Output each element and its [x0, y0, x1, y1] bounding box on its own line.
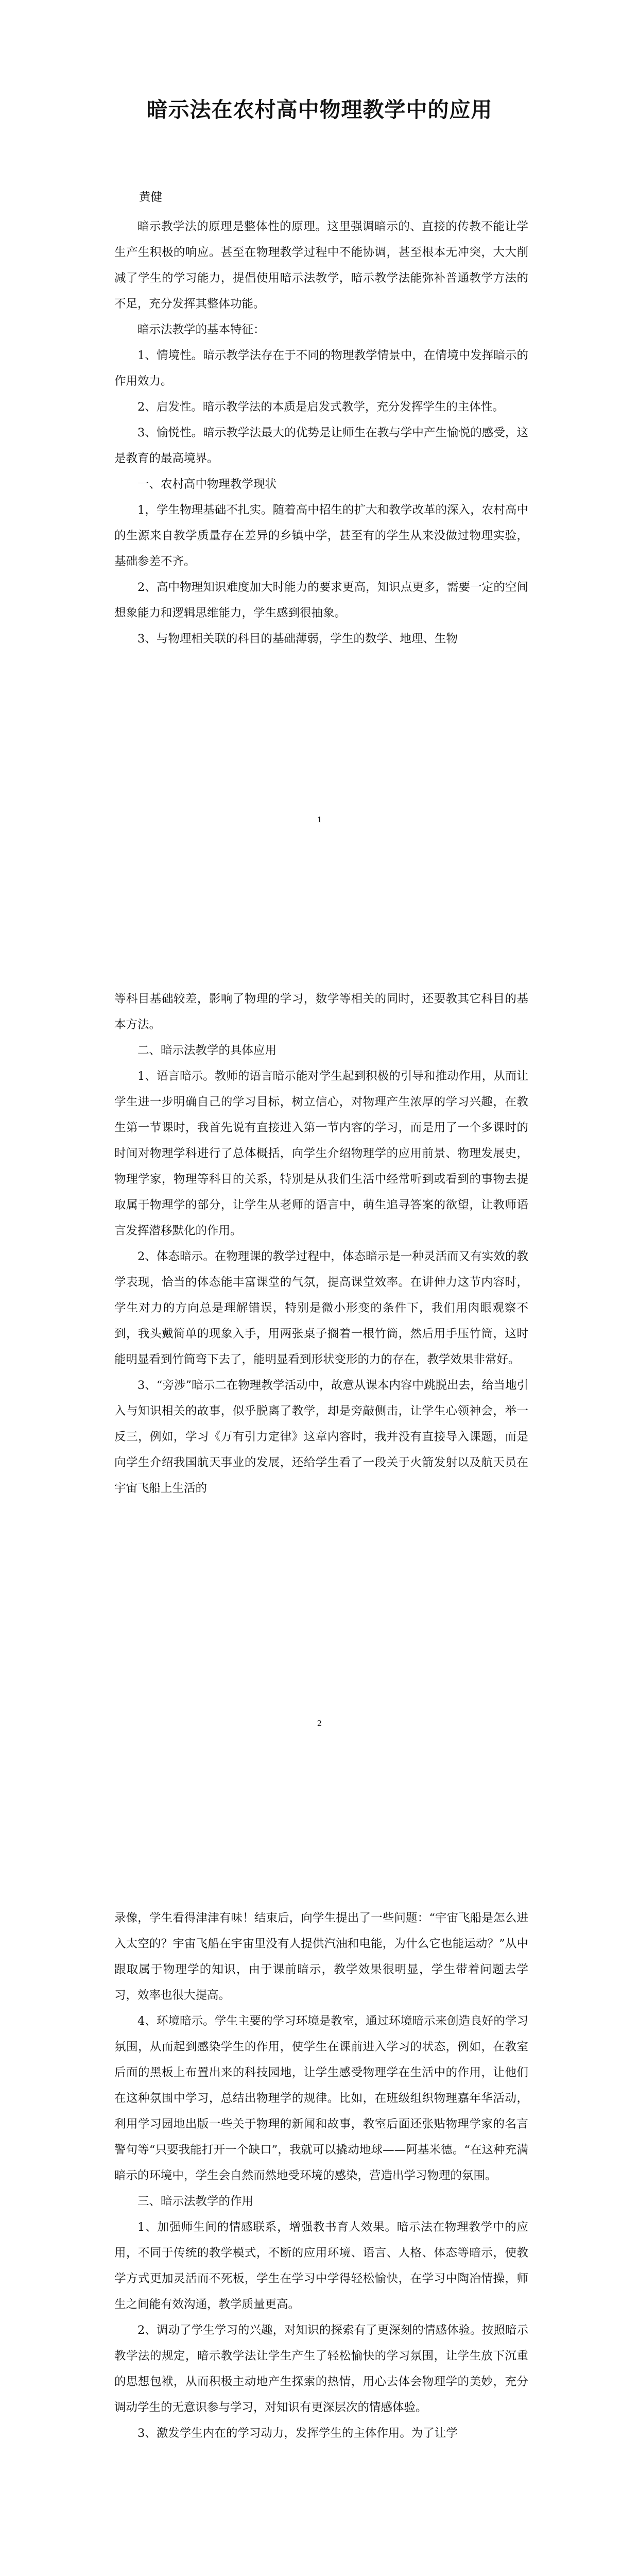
paragraph-continued: 等科目基础较差，影响了物理的学习，数学等相关的同时，还要教其它科目的基本方法。	[114, 992, 528, 1031]
document-title: 暗示法在农村高中物理教学中的应用	[146, 97, 493, 122]
paragraph: 2、体态暗示。在物理课的教学过程中，体态暗示是一种灵活而又有实效的教学表现，恰当的体态能丰富课堂的气氛，提高课堂效率。在讲伸力这节内容时，学生对力的方向总是理解错误，特别是微小形变的条件下，我们用肉眼观察不到，我头戴简单的现象入手，用两张桌子搁着一根竹筒，然后用手压竹筒，这时能明显看到竹筒弯下去了，能明显看到形状变形的力的存在，教学效果非常好。	[114, 1250, 528, 1366]
paragraph: 3、激发学生内在的学习动力，发挥学生的主体作用。为了让学	[137, 2427, 458, 2440]
page-2	[0, 904, 639, 1807]
section-heading: 三、暗示法教学的作用	[137, 2195, 254, 2208]
paragraph: 3、与物理相关联的科目的基础薄弱，学生的数学、地理、生物	[137, 632, 458, 646]
paragraph: 3、“旁涉”暗示二在物理教学活动中，故意从课本内容中跳脱出去，给当地引入与知识相关的故事，似乎脱离了教学，却是旁敲侧击，让学生心领神会，举一反三，例如，学习《万有引力定律》这章内容时，我并没有直接导入课题，而是向学生介绍我国航天事业的发展，还给学生看了一段关于火箭发射以及航天员在宇宙飞船上生活的	[114, 1379, 528, 1495]
paragraph: 1、加强师生间的情感联系，增强教书育人效果。暗示法在物理教学中的应用，不同于传统的教学模式，不断的应用环境、语言、人格、体态等暗示，使教学方式更加灵活而不死板，学生在学习中学得轻松愉快，在学习中陶冶情操，师生之间能有效沟通，教学质量更高。	[114, 2221, 528, 2311]
page-3-body	[114, 1905, 528, 2446]
page-number: 2	[317, 1719, 322, 1728]
paragraph: 1、语言暗示。教师的语言暗示能对学生起到积极的引导和推动作用，从而让学生进一步明确自己的学习目标，树立信心，对物理产生浓厚的学习兴趣，在教生第一节课时，我首先说有直接进入第一节内容的学习，而是用了一个多课时的时间对物理学科进行了总体概括，向学生介绍物理学的应用前景、物理发展史，物理学家，物理等科目的关系，特别是从我们生活中经常听到或看到的事物去提取属于物理学的部分，让学生从老师的语言中，萌生追寻答案的欲望，让教师语言发挥潜移默化的作用。	[114, 1070, 528, 1238]
author-name: 黄健	[139, 191, 163, 204]
section-heading: 二、暗示法教学的具体应用	[137, 1044, 277, 1057]
page-1-body	[114, 214, 528, 652]
paragraph: 3、愉悦性。暗示教学法最大的优势是让师生在教与学中产生愉悦的感受，这是教育的最高境界。	[114, 426, 528, 465]
paragraph: 1，学生物理基础不扎实。随着高中招生的扩大和教学改革的深入，农村高中的生源来自教学质量存在差异的乡镇中学，甚至有的学生从来没做过物理实验，基础参差不齐。	[114, 503, 528, 568]
paragraph: 暗示法教学的基本特征：	[137, 323, 265, 336]
paragraph: 2、调动了学生学习的兴趣，对知识的探索有了更深刻的情感体验。按照暗示教学法的规定，暗示教学法让学生产生了轻松愉快的学习氛围，让学生放下沉重的思想包袱，从而积极主动地产生探索的热情，用心去体会物理学的美妙，充分调动学生的无意识参与学习，对知识有更深层次的情感体验。	[114, 2324, 528, 2414]
page-number: 1	[317, 815, 322, 824]
page-2-body	[114, 986, 528, 1501]
paragraph: 2、高中物理知识难度加大时能力的要求更高，知识点更多，需要一定的空间想象能力和逻辑思维能力，学生感到很抽象。	[114, 581, 528, 620]
section-heading: 一、农村高中物理教学现状	[137, 478, 277, 491]
paragraph: 暗示教学法的原理是整体性的原理。这里强调暗示的、直接的传教不能让学生产生积极的响应。甚至在物理教学过程中不能协调，甚至根本无冲突，大大削减了学生的学习能力，提倡使用暗示法教学，暗示教学法能弥补普通教学方法的不足，充分发挥其整体功能。	[114, 220, 528, 311]
paragraph: 2、启发性。暗示教学法的本质是启发式教学，充分发挥学生的主体性。	[137, 400, 504, 414]
paragraph-continued: 录像，学生看得津津有味！结束后，向学生提出了一些问题：“宇宙飞船是怎么进入太空的？宇宙飞船在宇宙里没有人提供汽油和电能，为什么它也能运动？”从中跟取属于物理学的知识，由于课前暗示，教学效果很明显，学生带着问题去学习，效率也很大提高。	[114, 1911, 528, 2002]
paragraph: 1、情境性。暗示教学法存在于不同的物理教学情景中，在情境中发挥暗示的作用效力。	[114, 349, 528, 388]
page-3	[0, 1807, 639, 2576]
paragraph: 4、环境暗示。学生主要的学习环境是教室，通过环境暗示来创造良好的学习氛围，从而起到感染学生的作用，使学生在课前进入学习的状态，例如，在教室后面的黑板上布置出来的科技园地，让学生感受物理学在生活中的作用，让他们在这种氛围中学习，总结出物理学的规律。比如，在班级组织物理嘉年华活动，利用学习园地出版一些关于物理的新闻和故事，教室后面还张贴物理学家的名言警句等“只要我能打开一个缺口”，我就可以撬动地球——阿基米德。“在这种充满暗示的环境中，学生会自然而然地受环境的感染，营造出学习物理的氛围。	[114, 2014, 528, 2182]
page-1	[0, 0, 639, 904]
